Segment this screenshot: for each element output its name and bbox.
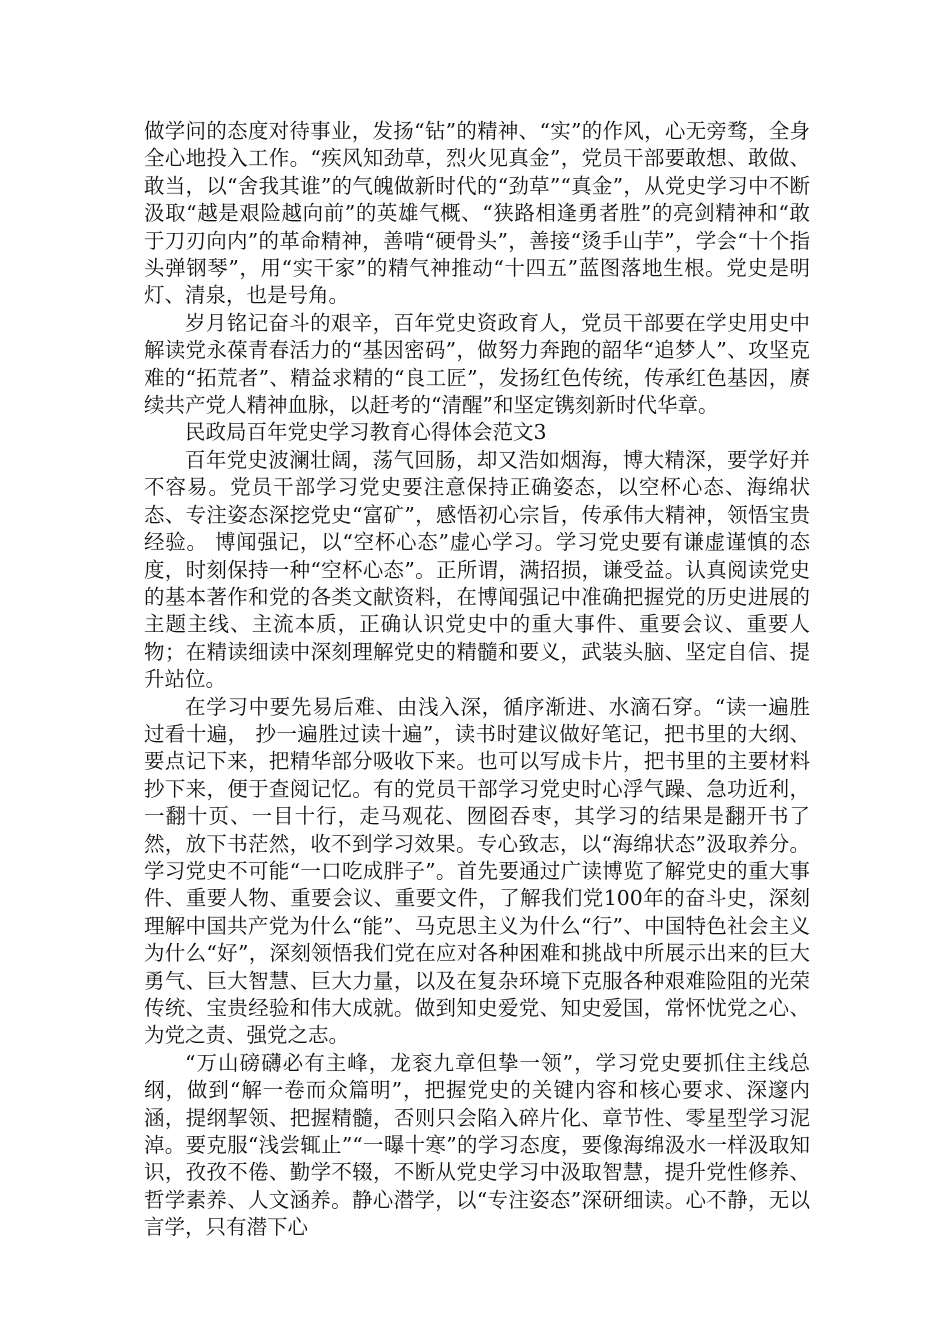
paragraph-2: 岁月铭记奋斗的艰辛，百年党史资政育人，党员干部要在学史用史中解读党永葆青春活力的“基因密码”，做努力奔跑的韶华“追梦人”、攻坚克难的“拓荒者”、精益求精的“良工匠”，发扬红色传统，传承红色基因，赓续共产党人精神血脉，以赶考的“清醒”和坚定镌刻新时代华章。: [144, 310, 810, 418]
paragraph-5: “万山磅礴必有主峰，龙衮九章但挚一领”，学习党史要抓住主线总纲，做到“解一卷而众篇明”，把握党史的关键内容和核心要求、深邃内涵，提纲挈领、把握精髓，否则只会陷入碎片化、章节性、零星型学习泥淖。要克服“浅尝辄止”“一曝十寒”的学习态度，要像海绵汲水一样汲取知识，孜孜不倦、勤学不辍，不断从党史学习中汲取智慧，提升党性修养、哲学素养、人文涵养。静心潜学，以“专注姿态”深研细读。心不静，无以言学，只有潜下心: [144, 1050, 810, 1240]
paragraph-3: 百年党史波澜壮阔，荡气回肠，却又浩如烟海，博大精深，要学好并不容易。党员干部学习党史要注意保持正确姿态，以空杯心态、海绵状态、专注姿态深挖党史“富矿”，感悟初心宗旨，传承伟大精神，领悟宝贵经验。 博闻强记，以“空杯心态”虚心学习。学习党史要有谦虚谨慎的态度，时刻保持一种“空杯心态”。正所谓，满招损，谦受益。认真阅读党史的基本著作和党的各类文献资料，在博闻强记中准确把握党的历史进展的主题主线、主流本质，正确认识党史中的重大事件、重要会议、重要人物；在精读细读中深刻理解党史的精髓和要义，武装头脑、坚定自信、提升站位。: [144, 447, 810, 692]
paragraph-1: 做学问的态度对待事业，发扬“钻”的精神、“实”的作风，心无旁骛，全身全心地投入工作。“疾风知劲草，烈火见真金”，党员干部要敢想、敢做、敢当，以“舍我其谁”的气魄做新时代的“劲草”“真金”，从党史学习中不断汲取“越是艰险越向前”的英雄气概、“狭路相逢勇者胜”的亮剑精神和“敢于刀刃向内”的革命精神，善啃“硬骨头”，善接“烫手山芋”，学会“十个指头弹钢琴”，用“实干家”的精气神推动“十四五”蓝图落地生根。党史是明灯、清泉，也是号角。: [144, 119, 810, 308]
document-page: [144, 118, 810, 1242]
section-heading: 民政局百年党史学习教育心得体会范文3: [185, 420, 547, 445]
paragraph-4: 在学习中要先易后难、由浅入深，循序渐进、水滴石穿。“读一遍胜过看十遍， 抄一遍胜过读十遍”，读书时建议做好笔记，把书里的大纲、要点记下来，把精华部分吸收下来。也可以写成卡片，把书里的主要材料抄下来，便于查阅记忆。有的党员干部学习党史时心浮气躁、急功近利，一翻十页、一目十行，走马观花、囫囵吞枣，其学习的结果是翻开书了然，放下书茫然，收不到学习效果。专心致志，以“海绵状态”汲取养分。学习党史不可能“一口吃成胖子”。首先要通过广读博览了解党史的重大事件、重要人物、重要会议、重要文件，了解我们党100年的奋斗史，深刻理解中国共产党为什么“能”、马克思主义为什么“行”、中国特色社会主义为什么“好”，深刻领悟我们党在应对各种困难和挑战中所展示出来的巨大勇气、巨大智慧、巨大力量，以及在复杂环境下克服各种艰难险阻的光荣传统、宝贵经验和伟大成就。做到知史爱党、知史爱国，常怀忧党之心、为党之责、强党之志。: [144, 694, 810, 1048]
